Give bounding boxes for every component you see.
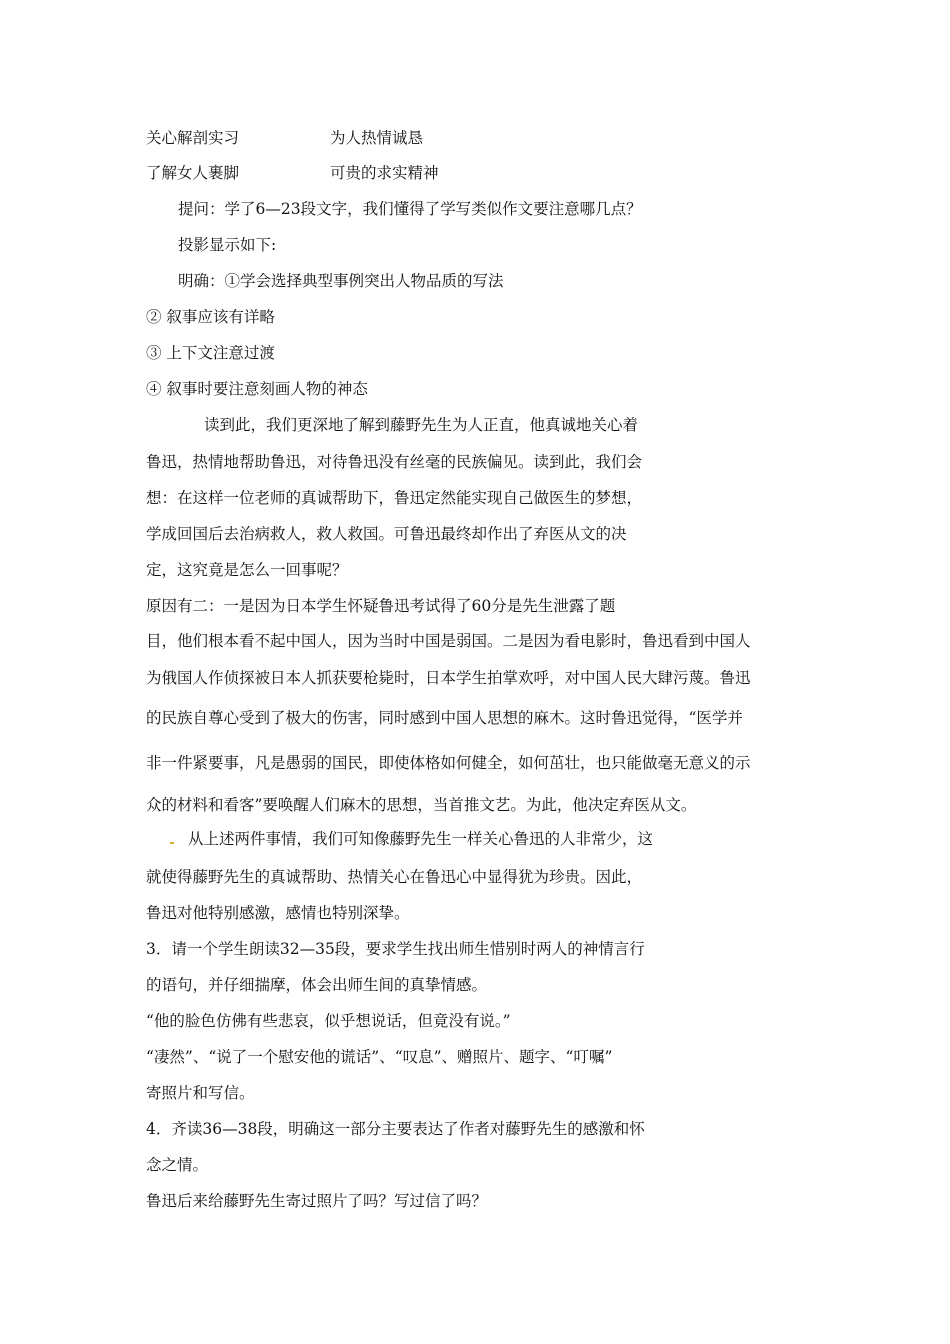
paragraph-3-line-1: 从上述两件事情，我们可知像藤野先生一样关心鲁迅的人非常少，这 <box>188 830 654 848</box>
item-3-line-5: 寄照片和写信。 <box>146 1084 255 1102</box>
paragraph-1-line-3: 想：在这样一位老师的真诚帮助下，鲁迅定然能实现自己做医生的梦想， <box>146 489 643 507</box>
item-4-line-2: 念之情。 <box>146 1156 209 1174</box>
paragraph-2-line-2: 目，他们根本看不起中国人，因为当时中国是弱国。二是因为看电影时，鲁迅看到中国人 <box>146 632 751 650</box>
answer-line-1: 明确：①学会选择典型事例突出人物品质的写法 <box>178 272 504 290</box>
paragraph-3-line-3: 鲁迅对他特别感激，感情也特别深挚。 <box>146 904 410 922</box>
paragraph-3-line-2: 就使得藤野先生的真诚帮助、热情关心在鲁迅心中显得犹为珍贵。因此， <box>146 868 643 886</box>
table-row-1-right: 为人热情诚恳 <box>330 129 424 147</box>
decorative-mark <box>170 842 174 844</box>
final-question: 鲁迅后来给藤野先生寄过照片了吗？写过信了吗？ <box>146 1192 488 1210</box>
item-3-line-1: 3．请一个学生朗读32—35段，要求学生找出师生惜别时两人的神情言行 <box>146 940 645 958</box>
table-row-1-left: 关心解剖实习 <box>146 129 240 147</box>
item-3-line-2: 的语句，并仔细揣摩，体会出师生间的真挚情感。 <box>146 976 488 994</box>
question-line: 提问：学了6—23段文字，我们懂得了学写类似作文要注意哪几点？ <box>178 200 642 218</box>
paragraph-2-line-1: 原因有二：一是因为日本学生怀疑鲁迅考试得了60分是先生泄露了题 <box>146 597 616 615</box>
paragraph-1-line-5: 定，这究竟是怎么一回事呢？ <box>146 561 348 579</box>
projection-line: 投影显示如下: <box>178 236 277 254</box>
answer-line-2: ② 叙事应该有详略 <box>146 308 275 326</box>
paragraph-1-line-4: 学成回国后去治病救人，救人救国。可鲁迅最终却作出了弃医从文的决 <box>146 525 627 543</box>
paragraph-1-line-1: 读到此，我们更深地了解到藤野先生为人正直，他真诚地关心着 <box>204 416 639 434</box>
table-row-2-right: 可贵的求实精神 <box>330 164 439 182</box>
paragraph-2-line-3: 为俄国人作侦探被日本人抓获要枪毙时，日本学生拍掌欢呼，对中国人民大肆污蔑。鲁迅 <box>146 669 751 687</box>
paragraph-2-line-5: 非一件紧要事，凡是愚弱的国民，即使体格如何健全，如何茁壮，也只能做毫无意义的示 <box>146 754 751 772</box>
paragraph-2-line-6: 众的材料和看客”要唤醒人们麻木的思想，当首推文艺。为此，他决定弃医从文。 <box>146 796 697 814</box>
item-3-quote: “他的脸色仿佛有些悲哀，似乎想说话，但竟没有说。” <box>146 1012 511 1030</box>
answer-line-4: ④ 叙事时要注意刻画人物的神态 <box>146 380 368 398</box>
paragraph-2-line-4: 的民族自尊心受到了极大的伤害，同时感到中国人思想的麻木。这时鲁迅觉得，“医学并 <box>146 709 743 727</box>
item-4-line-1: 4．齐读36—38段，明确这一部分主要表达了作者对藤野先生的感激和怀 <box>146 1120 645 1138</box>
answer-line-3: ③ 上下文注意过渡 <box>146 344 275 362</box>
table-row-2-left: 了解女人裹脚 <box>146 164 240 182</box>
item-3-keywords: “凄然”、“说了一个慰安他的谎话”、“叹息”、赠照片、题字、“叮嘱” <box>146 1048 613 1066</box>
paragraph-1-line-2: 鲁迅，热情地帮助鲁迅，对待鲁迅没有丝毫的民族偏见。读到此，我们会 <box>146 453 643 471</box>
